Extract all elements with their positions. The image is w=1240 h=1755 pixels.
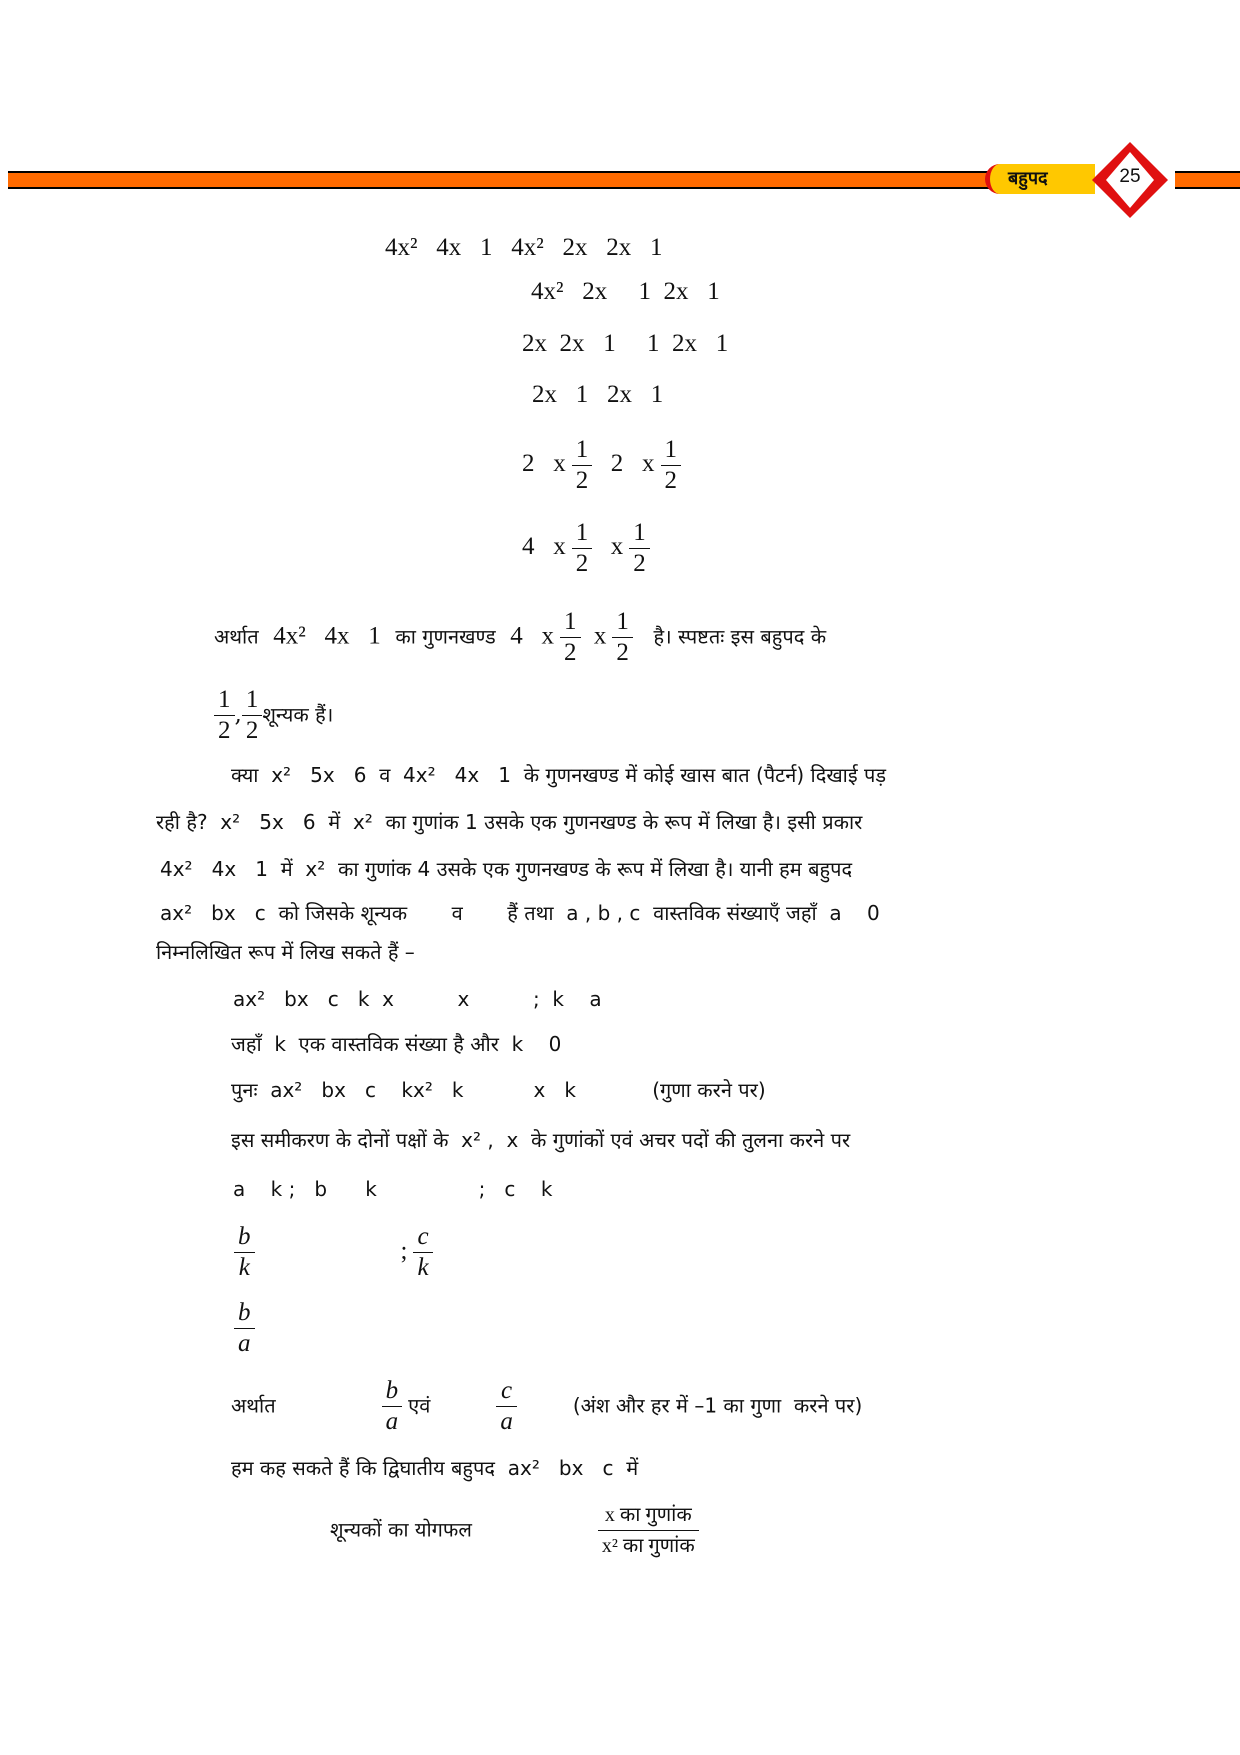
step-6: 4 x $\frac{1}{2}$ x $\frac{1}{2}$ bbox=[522, 518, 656, 579]
conclusion: हम कह सकते हैं कि द्विघातीय बहुपद ax² bx c में bbox=[231, 1456, 639, 1480]
arthat-row: अर्थात $\frac{b}{a}$ एवं $\frac{c}{a}$ (अंश और हर में –1 का गुणा करने पर) bbox=[231, 1377, 863, 1435]
fraction-row-1: $\frac{b}{k}$ ; $\frac{c}{k}$ bbox=[228, 1222, 439, 1283]
para-line-2: रही है? x² 5x 6 में x² का गुणांक 1 उसके एक गुणनखण्ड के रूप में लिखा है। इसी प्रकार bbox=[156, 810, 863, 834]
eq-2: जहाँ k एक वास्तविक संख्या है और k 0 bbox=[231, 1032, 562, 1056]
eq-3: पुनः ax² bx c kx² k x k (गुणा करने पर) bbox=[231, 1078, 766, 1102]
header-bar-right bbox=[1175, 171, 1240, 189]
step-4: 2x 1 2x 1 bbox=[532, 381, 664, 408]
zeros-line: $\frac{1}{2}$ , $\frac{1}{2}$ शून्यक हैं। bbox=[214, 685, 333, 746]
step-3: 2x 2x 1 1 2x 1 bbox=[522, 330, 729, 357]
step-2: 4x² 2x 1 2x 1 bbox=[531, 278, 720, 305]
step-1: 4x² 4x 1 4x² 2x 2x 1 bbox=[385, 234, 663, 261]
eq-5: a k ; b k ; c k bbox=[233, 1177, 553, 1201]
para-line-3: 4x² 4x 1 में x² का गुणांक 4 उसके एक गुणनखण्ड के रूप में लिखा है। यानी हम बहुपद bbox=[160, 857, 853, 881]
sum-of-zeros: शून्यकों का योगफल $\frac{\text{x का गुणांक}}{\text{x² का गुणांक}}$ bbox=[330, 1500, 705, 1561]
para-line-4: ax² bx c को जिसके शून्यक व हैं तथा a , b , c वास्तविक संख्याएँ जहाँ a 0 bbox=[160, 901, 880, 925]
para-line-5: निम्नलिखित रूप में लिख सकते हैं – bbox=[156, 940, 415, 964]
fraction-row-2: $\frac{b}{a}$ bbox=[228, 1298, 261, 1359]
eq-4: इस समीकरण के दोनों पक्षों के x² , x के गुणांकों एवं अचर पदों की तुलना करने पर bbox=[231, 1128, 851, 1152]
chapter-badge: बहुपद bbox=[985, 164, 1095, 194]
header-bar-left bbox=[8, 171, 993, 189]
para-line-1: क्या x² 5x 6 व 4x² 4x 1 के गुणनखण्ड में कोई खास बात (पैटर्न) दिखाई पड़ bbox=[231, 763, 887, 787]
page-number: 25 bbox=[1119, 166, 1141, 187]
step-5: 2 x $\frac{1}{2}$ 2 x $\frac{1}{2}$ bbox=[522, 435, 687, 496]
eq-1: ax² bx c k x x ; k a bbox=[233, 987, 602, 1011]
paragraph-factor: अर्थात 4x² 4x 1 का गुणनखण्ड 4 x $\frac{1}{2}$ x $\frac{1}{2}$ है। स्पष्टतः इस बहुपद के bbox=[214, 608, 827, 666]
